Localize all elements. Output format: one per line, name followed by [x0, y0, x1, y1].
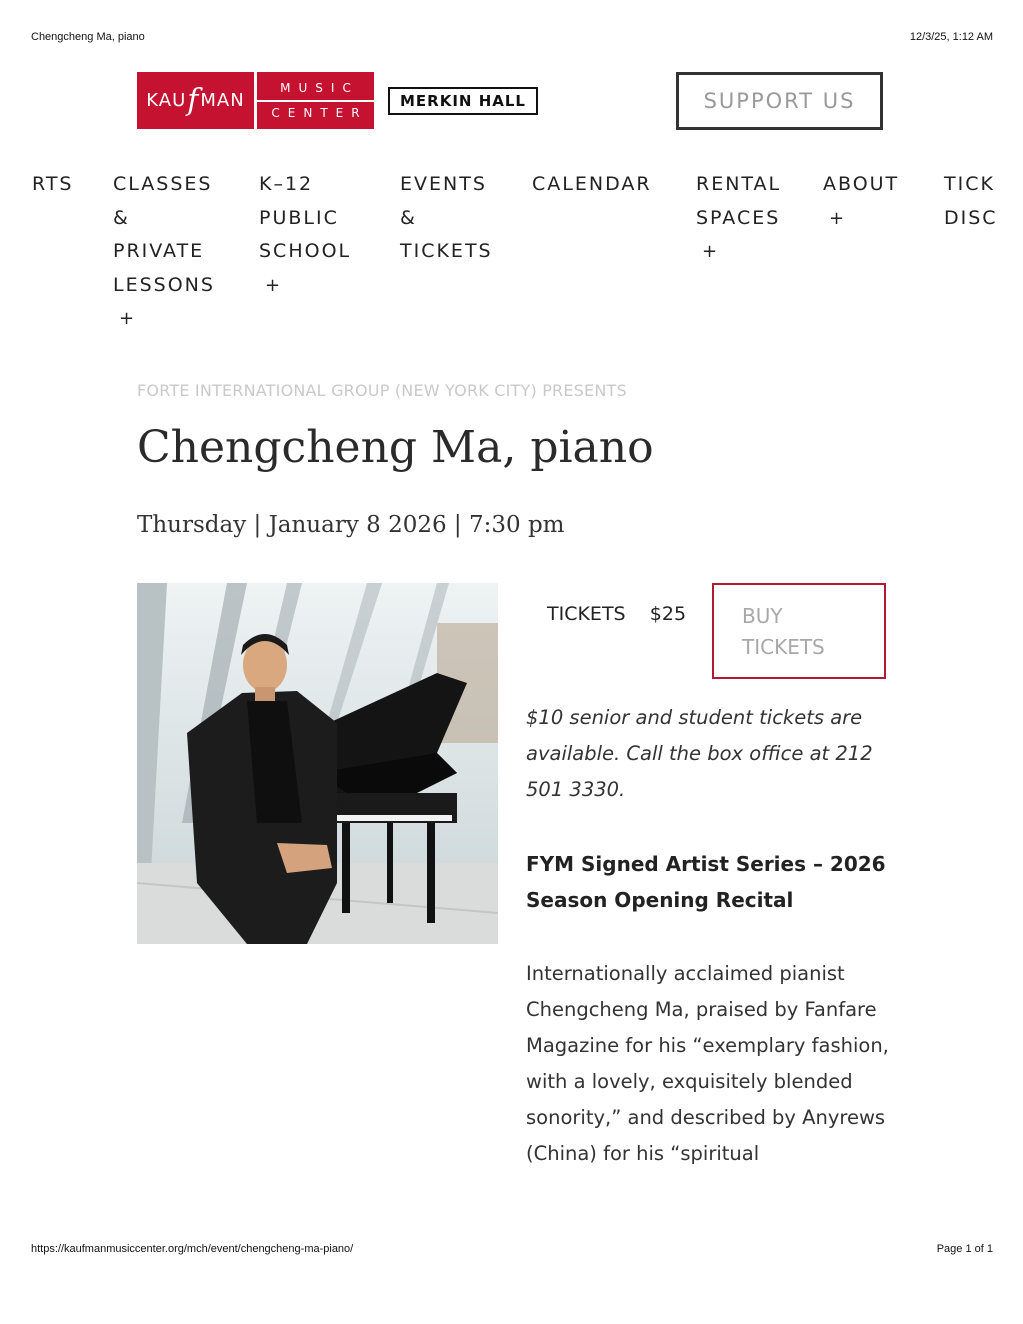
price: $25	[649, 603, 687, 625]
event-description: Internationally acclaimed pianist Chengcheng Ma, praised by Fanfare Magazine for his “exemplary fashion, with a lovely, exquisitely blended sonority,” and described by Anyrews (China) for his “spiritual	[526, 962, 889, 1165]
expand-icon[interactable]: +	[119, 308, 137, 329]
print-datetime: 12/3/25, 1:12 AM	[909, 31, 993, 43]
tickets-price: TICKETS $25	[547, 603, 687, 625]
nav-item-calendar[interactable]: CALENDAR	[532, 173, 652, 195]
logo-music-center: MUSIC CENTER	[257, 72, 374, 129]
nav-item-about[interactable]: ABOUT +	[823, 168, 899, 235]
artist-photo-illustration	[137, 583, 498, 944]
page-title: Chengcheng Ma, piano	[137, 422, 654, 473]
print-url: https://kaufmanmusiccenter.org/mch/event/chengcheng-ma-piano/	[31, 1243, 354, 1255]
event-date: Thursday | January 8 2026 | 7:30 pm	[137, 512, 565, 538]
print-page-count: Page 1 of 1	[936, 1243, 993, 1255]
buy-tickets-button[interactable]: BUY TICKETS	[712, 583, 886, 679]
kaufman-music-center-logo[interactable]	[137, 72, 538, 129]
ticket-discount-note: $10 senior and student tickets are available. Call the box office at 212 501 3330.	[526, 706, 873, 801]
logo-kaufman: KAU f MAN	[137, 72, 254, 129]
merkin-hall-logo[interactable]: MERKIN HALL	[388, 87, 538, 115]
print-footer	[31, 1243, 993, 1255]
nav-item-k12[interactable]: K–12 PUBLIC SCHOOL +	[259, 168, 351, 302]
support-us-button[interactable]: SUPPORT US	[676, 72, 883, 130]
print-page-title: Chengcheng Ma, piano	[31, 31, 145, 43]
expand-icon[interactable]: +	[702, 241, 720, 262]
artist-photo	[137, 583, 498, 944]
event-presenter: FORTE INTERNATIONAL GROUP (NEW YORK CITY) PRESENTS	[137, 381, 627, 400]
nav-item-ticket-discounts[interactable]: TICK DISC	[944, 173, 998, 229]
expand-icon[interactable]: +	[265, 274, 283, 296]
series-title: FYM Signed Artist Series – 2026 Season Opening Recital	[526, 852, 886, 912]
main-nav	[0, 168, 1023, 338]
nav-item-events[interactable]: EVENTS & TICKETS	[400, 173, 493, 262]
nav-item-arts[interactable]: RTS	[32, 173, 74, 195]
nav-item-classes[interactable]: CLASSES & PRIVATE LESSONS +	[113, 168, 215, 336]
expand-icon[interactable]: +	[829, 207, 847, 229]
nav-item-rental[interactable]: RENTAL SPACES +	[696, 168, 781, 269]
print-header	[31, 31, 993, 43]
